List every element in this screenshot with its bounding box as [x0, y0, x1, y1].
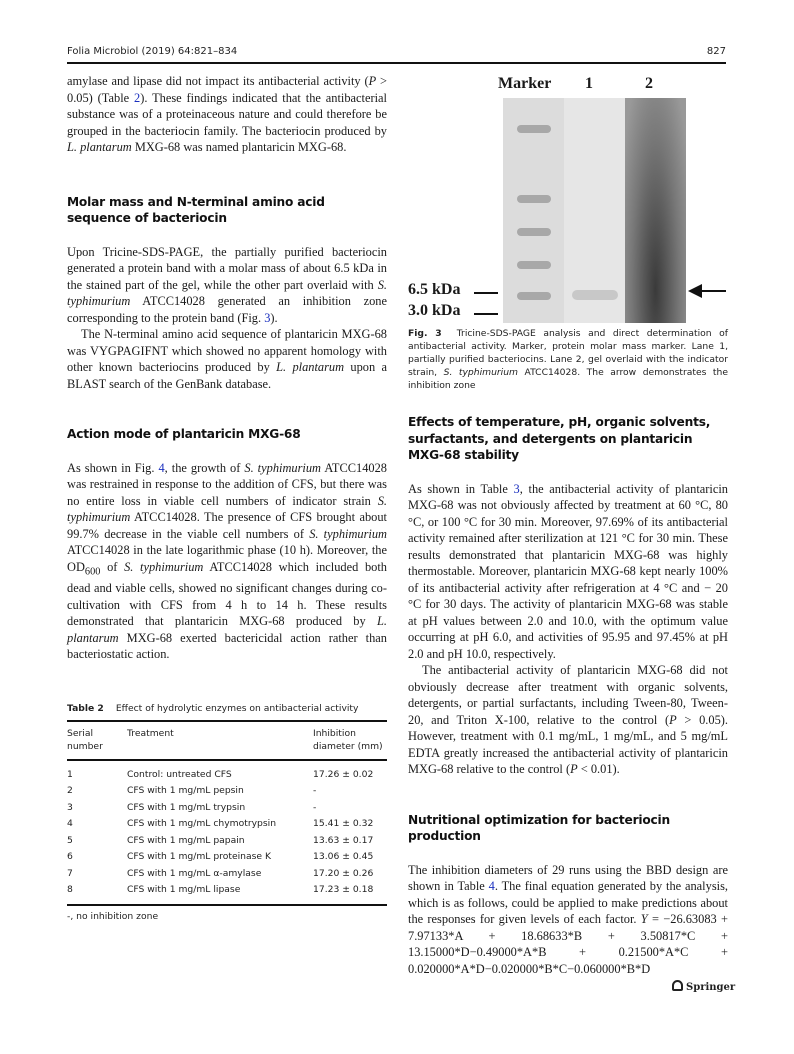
- table-2: [67, 703, 387, 922]
- cross-reference-link[interactable]: 4: [158, 460, 165, 475]
- marker-band: [517, 228, 551, 236]
- left-column: [67, 73, 387, 922]
- cell-serial: 4: [67, 818, 73, 830]
- cell-treatment: CFS with 1 mg/mL trypsin: [127, 801, 246, 813]
- cell-inhibition: 15.41 ± 0.32: [313, 818, 374, 830]
- gel-lane-1: [564, 98, 625, 323]
- molar-mass-paragraph-2: The N-terminal amino acid sequence of plantaricin MXG-68 was VYGPAGIFNT which showed no apparent homology with other known bacteriocins produced by L. plantarum upon a BLAST search of the GenBank database.: [67, 327, 388, 391]
- cell-inhibition: 17.26 ± 0.02: [313, 768, 374, 780]
- lane-labels: [498, 75, 698, 95]
- header-rule: [67, 62, 726, 64]
- publisher-logo: [672, 980, 735, 993]
- table-header-row: [67, 721, 387, 760]
- publisher-name: Springer: [686, 982, 736, 993]
- gel-lane-marker: [503, 98, 564, 323]
- cell-serial: 5: [67, 834, 73, 846]
- marker-band: [517, 125, 551, 133]
- right-column: [408, 73, 728, 977]
- nutrition-paragraph: The inhibition diameters of 29 runs using the BBD design are shown in Table 4. The final equation generated by the analysis, which is as follows, could be applied to make predictions about the responses for given levels of each factor. Y = −26.63083 + 7.97133*A + 18.68633*B + 3.50817*C + 13.15000*D−0.49000*A*B + 0.21500*A*C + 0.020000*A*D−0.020000*B*C−0.060000*B*D: [408, 862, 728, 976]
- cell-inhibition: 13.63 ± 0.17: [313, 834, 374, 846]
- page-number: 827: [706, 46, 726, 57]
- kda-pointer-line: [474, 313, 498, 315]
- marker-band: [517, 195, 551, 203]
- cell-treatment: CFS with 1 mg/mL pepsin: [127, 785, 244, 797]
- table-row: [67, 866, 387, 883]
- cell-serial: 7: [67, 867, 73, 879]
- cell-serial: 6: [67, 851, 73, 863]
- table-2-grid: [67, 720, 387, 906]
- cell-treatment: CFS with 1 mg/mL papain: [127, 834, 245, 846]
- cell-treatment: CFS with 1 mg/mL lipase: [127, 884, 241, 896]
- table-row: [67, 849, 387, 866]
- cell-serial: 3: [67, 801, 73, 813]
- table-2-title: [67, 703, 387, 714]
- figure-3-caption: Fig. 3 Tricine-SDS-PAGE analysis and direct determination of antibacterial activity. Marker, protein molar mass marker. Lane 1, partially purified bacteriocins. Lane 2, gel overlaid with the indicator strain, S. typhimurium ATCC14028. The arrow demonstrates the inhibition zone: [408, 328, 729, 391]
- table-row: [67, 833, 387, 850]
- table-row: [67, 760, 387, 784]
- cell-serial: 8: [67, 884, 73, 896]
- lane-label-2: 2: [645, 75, 653, 92]
- table-2-footnote: -, no inhibition zone: [67, 910, 159, 922]
- kda-label-3-0: 3.0 kDa: [408, 302, 461, 319]
- cell-inhibition: 17.23 ± 0.18: [313, 884, 374, 896]
- action-mode-paragraph: As shown in Fig. 4, the growth of S. typhimurium ATCC14028 was restrained in response to the addition of CFS, but there was no entire loss in viable cell numbers of indicator strain S. typhimurium ATCC14028. The presence of CFS brought about 99.7% decrease in the viable cell numbers of S. typhimurium ATCC14028 in the late logarithmic phase (10 h). Moreover, the $OD_{600}$ of S. typhimurium ATCC14028 which included both dead and viable cells, showed no significant changes during co-cultivation with CFS from 4 h to 14 h. These results demonstrated that plantaricin MXG-68 produced by L. plantarum MXG-68 exerted bactericidal action rather than bacteriostatic action.: [67, 460, 388, 662]
- gel-lane-2: [625, 98, 686, 323]
- cell-treatment: CFS with 1 mg/mL α-amylase: [127, 867, 262, 879]
- molar-mass-paragraph-1: Upon Tricine-SDS-PAGE, the partially purified bacteriocin generated a protein band with a molar mass of about 6.5 kDa in the stained part of the gel, while the other part overlaid with S. typhimurium ATCC14028 generated an inhibition zone corresponding to the protein band (Fig. 3).: [67, 244, 387, 325]
- section-heading-effects: Effects of temperature, pH, organic solvents, surfactants, and detergents on plantaricin MXG-68 stability: [408, 415, 711, 462]
- section-heading-action-mode: Action mode of plantaricin MXG-68: [67, 427, 301, 441]
- springer-horse-logo-icon: [672, 980, 683, 991]
- section-heading-nutrition: Nutritional optimization for bacteriocin production: [408, 812, 671, 843]
- col-header-inhibition: Inhibition diameter (mm): [313, 727, 383, 752]
- effects-paragraph-2: The antibacterial activity of plantaricin MXG-68 did not obviously decrease after treatment with organic solvents, detergents, or partial surfactants, including Tween-80, Tween-20, and Triton X-100, relative to the control (P > 0.05). However, treatment with 0.1 mg/mL, 1 mg/mL, and 5 mg/mL EDTA greatly increased the antibacterial activity of plantaricin MXG-68 relative to the control (P < 0.01).: [408, 663, 729, 776]
- section-heading-molar-mass: Molar mass and N-terminal amino acid sequence of bacteriocin: [67, 194, 325, 225]
- cell-serial: 2: [67, 785, 73, 797]
- marker-band: [517, 292, 551, 300]
- table-row: [67, 882, 387, 905]
- table-row: [67, 800, 387, 817]
- intro-paragraph: amylase and lipase did not impact its antibacterial activity (P > 0.05) (Table 2). These findings indicated that the antibacterial substance was of a proteinaceous nature and could therefore be grouped in the bacteriocin family. The bacteriocin produced by L. plantarum MXG-68 was named plantaricin MXG-68.: [67, 74, 388, 154]
- table-row: [67, 816, 387, 833]
- arrow-shaft: [700, 290, 726, 292]
- protein-band: [572, 290, 618, 300]
- cell-treatment: CFS with 1 mg/mL chymotrypsin: [127, 818, 277, 830]
- col-header-treatment: Treatment: [127, 727, 174, 739]
- lane-label-1: 1: [585, 75, 593, 92]
- cross-reference-link[interactable]: 2: [134, 90, 141, 105]
- marker-band: [517, 261, 551, 269]
- col-header-serial: Serial number: [67, 727, 103, 752]
- table-row: [67, 783, 387, 800]
- cell-treatment: Control: untreated CFS: [127, 768, 232, 780]
- cell-inhibition: -: [313, 801, 317, 813]
- cell-inhibition: 17.20 ± 0.26: [313, 867, 374, 879]
- table-2-label: Table 2: [67, 702, 104, 714]
- figure-3-label: Fig. 3: [408, 328, 442, 339]
- kda-label-6-5: 6.5 kDa: [408, 281, 461, 298]
- cell-inhibition: 13.06 ± 0.45: [313, 851, 374, 863]
- cell-inhibition: -: [313, 785, 317, 797]
- journal-citation: Folia Microbiol (2019) 64:821–834: [67, 46, 238, 57]
- figure-3: [408, 73, 728, 323]
- cross-reference-link[interactable]: 4: [488, 879, 495, 893]
- cell-serial: 1: [67, 768, 73, 780]
- kda-pointer-line: [474, 292, 498, 294]
- gel-image: [503, 98, 686, 323]
- lane-label-marker: Marker: [498, 75, 552, 92]
- effects-paragraph-1: As shown in Table 3, the antibacterial activity of plantaricin MXG-68 was not obviously affected by treatment at 60 °C, 80 °C, or 100 °C for 30 min. Moreover, 97.69% of its antibacterial activity remained after sterilization at 121 °C for 30 min. These results demonstrated that plantaricin MXG-68 was highly thermostable. Moreover, plantaricin MXG-68 kept nearly 100% of its antibacterial activity after refrigeration at 4 °C and − 20 °C for 30 days. The activity of plantaricin MXG-68 was stable at pH values between 2.0 and 10.0, with the optimum value occurring at pH 6.0, and activities of 95.95 and 97.45% at pH 2.0 and pH 10.0, respectively.: [408, 481, 728, 661]
- cross-reference-link[interactable]: 3: [264, 310, 271, 325]
- cell-treatment: CFS with 1 mg/mL proteinase K: [127, 851, 272, 863]
- cross-reference-link[interactable]: 3: [513, 481, 520, 496]
- table-2-caption: Effect of hydrolytic enzymes on antibacterial activity: [115, 702, 359, 714]
